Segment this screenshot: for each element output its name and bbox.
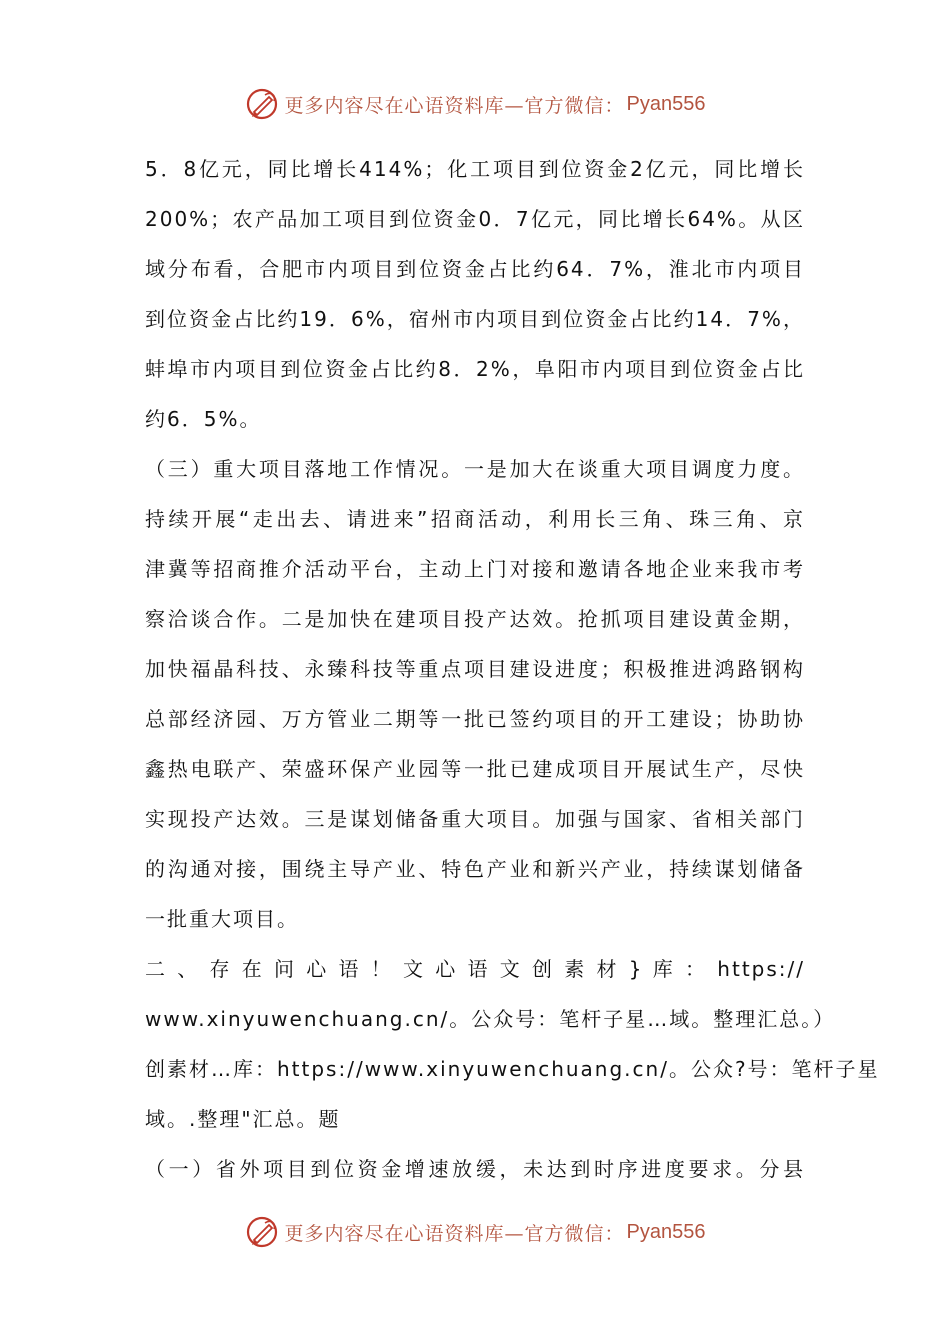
text-line: 的沟通对接，围绕主导产业、特色产业和新兴产业，持续谋划储备 [145, 857, 805, 881]
text-line: 一批重大项目。 [145, 907, 299, 931]
paragraph [145, 450, 805, 950]
text-line: 到位资金占比约19．6%，宿州市内项目到位资金占比约14．7%， [145, 307, 805, 331]
pen-logo-icon [245, 87, 279, 121]
text-line: 鑫热电联产、荣盛环保产业园等一批已建成项目开展试生产，尽快 [145, 757, 805, 781]
text-line: 察洽谈合作。二是加快在建项目投产达效。抢抓项目建设黄金期， [145, 607, 805, 631]
text-line: 域。.整理"汇总。题 [145, 1107, 341, 1131]
text-line: （一）省外项目到位资金增速放缓，未达到时序进度要求。分县 [145, 1157, 805, 1181]
text-line: 津冀等招商推介活动平台，主动上门对接和邀请各地企业来我市考 [145, 557, 805, 581]
text-line: 5．8亿元，同比增长414%；化工项目到位资金2亿元，同比增长 [145, 157, 805, 181]
document-body [145, 150, 880, 1200]
watermark-wechat-id: Pyan556 [626, 1220, 706, 1243]
text-line: （三）重大项目落地工作情况。一是加大在谈重大项目调度力度。 [145, 457, 805, 481]
watermark-wechat-id: Pyan556 [626, 92, 706, 115]
text-line: 总部经济园、万方管业二期等一批已签约项目的开工建设；协助协 [145, 707, 805, 731]
watermark-text: 更多内容尽在心语资料库—官方微信： [284, 1222, 625, 1245]
text-line: 实现投产达效。三是谋划储备重大项目。加强与国家、省相关部门 [145, 807, 805, 831]
paragraph [145, 150, 805, 450]
text-line: 创素材…库：https://www.xinyuwenchuang.cn/。公众?号：笔杆子星 [145, 1057, 880, 1081]
text-line: 域分布看，合肥市内项目到位资金占比约64．7%，淮北市内项目 [145, 257, 805, 281]
watermark-text: 更多内容尽在心语资料库—官方微信： [284, 94, 625, 117]
text-line: 蚌埠市内项目到位资金占比约8．2%，阜阳市内项目到位资金占比 [145, 357, 805, 381]
text-line: 200%；农产品加工项目到位资金0．7亿元，同比增长64%。从区 [145, 207, 805, 231]
text-line: 加快福晶科技、永臻科技等重点项目建设进度；积极推进鸿路钢构 [145, 657, 805, 681]
text-line: 持续开展“走出去、请进来”招商活动，利用长三角、珠三角、京 [145, 507, 805, 531]
text-line: 约6．5%。 [145, 407, 262, 431]
text-line: www.xinyuwenchuang.cn/。公众号：笔杆子星…域。整理汇总。） [145, 1007, 836, 1031]
paragraph [145, 1150, 805, 1200]
text-line: 二 、 存 在 问 心 语 ！ 文 心 语 文 创 素 材 } 库 ： https:// [145, 957, 805, 981]
pen-logo-icon [245, 1215, 279, 1249]
header-watermark [0, 84, 950, 124]
footer-watermark [0, 1212, 950, 1252]
paragraph [145, 950, 880, 1150]
